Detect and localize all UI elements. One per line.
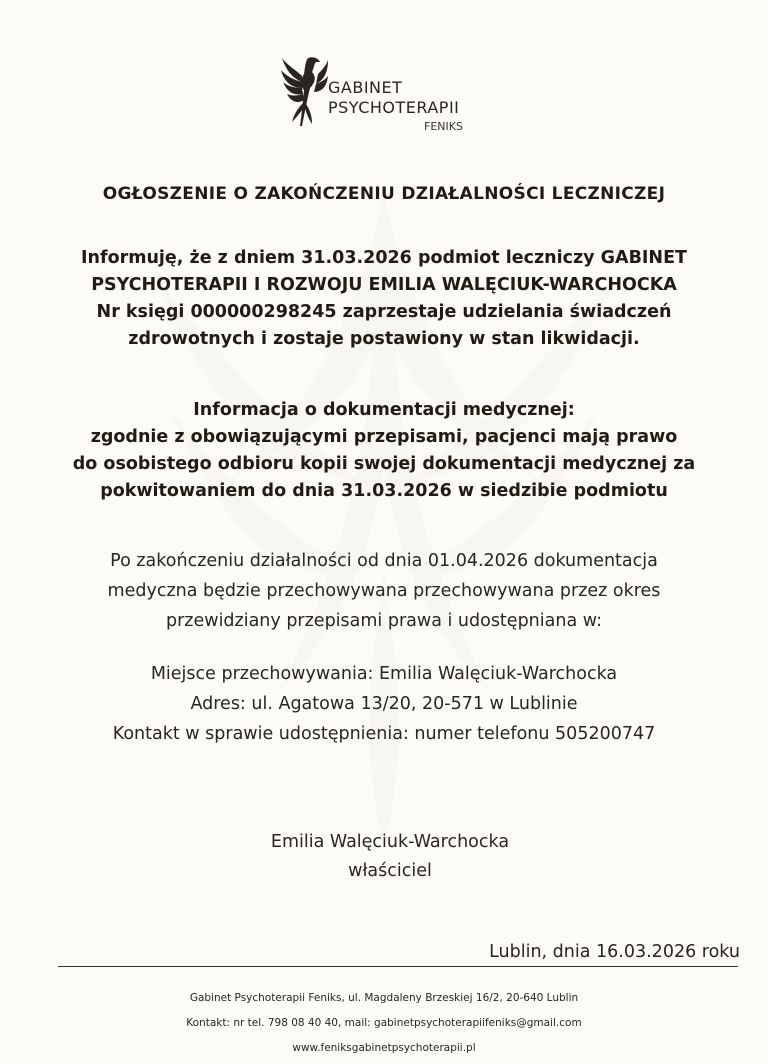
footer-website: www.feniksgabinetpsychoterapii.pl [292,1042,476,1054]
signature-role: właściciel [348,861,432,881]
signature [220,828,560,886]
logo-line-gabinet: GABINET [328,78,403,97]
footer-contact: Kontakt: nr tel. 798 08 40 40, mail: gabinetpsychoterapiifeniks@gmail.com [186,1017,582,1029]
place-and-date: Lublin, dnia 16.03.2026 roku [489,942,740,962]
footer [0,986,768,1061]
storage-contact-paragraph: Miejsce przechowywania: Emilia Walęciuk-Warchocka Adres: ul. Agatowa 13/20, 20-571 w Lublinie Kontakt w sprawie udostępnienia: numer telefonu 505200747 [112,664,656,744]
logo-text [328,80,463,132]
divider [58,966,738,967]
medical-records-info-paragraph: Informacja o dokumentacji medycznej: zgodnie z obowiązującymi przepisami, pacjenci mają prawo do osobistego odbioru kopii swojej dokumentacji medycznej za pokwitowaniem do dnia 31.03.2026 w siedzibie podmiotu [72,400,696,501]
footer-address: Gabinet Psychoterapii Feniks, ul. Magdaleny Brzeskiej 16/2, 20-640 Lublin [189,992,579,1004]
logo [280,52,510,144]
records-storage-paragraph: Po zakończeniu działalności od dnia 01.04.2026 dokumentacja medyczna będzie przechowywana przechowywana przez okres przewidziany przepisami prawa i udostępniana w: [107,551,661,631]
phoenix-icon [280,52,330,132]
announcement-heading: OGŁOSZENIE O ZAKOŃCZENIU DZIAŁALNOŚCI LECZNICZEJ [102,184,666,204]
logo-line-psychoterapii: PSYCHOTERAPII [328,98,460,117]
closure-notice-paragraph: Informuję, że z dniem 31.03.2026 podmiot leczniczy GABINET PSYCHOTERAPII I ROZWOJU EMILIA WALĘCIUK-WARCHOCKA Nr księgi 000000298245 zaprzestaje udzielania świadczeń zdrowotnych i zostaje postawiony w stan likwidacji. [81,248,687,349]
logo-line-feniks: FENIKS [424,120,463,133]
signature-name: Emilia Walęciuk-Warchocka [270,832,510,852]
